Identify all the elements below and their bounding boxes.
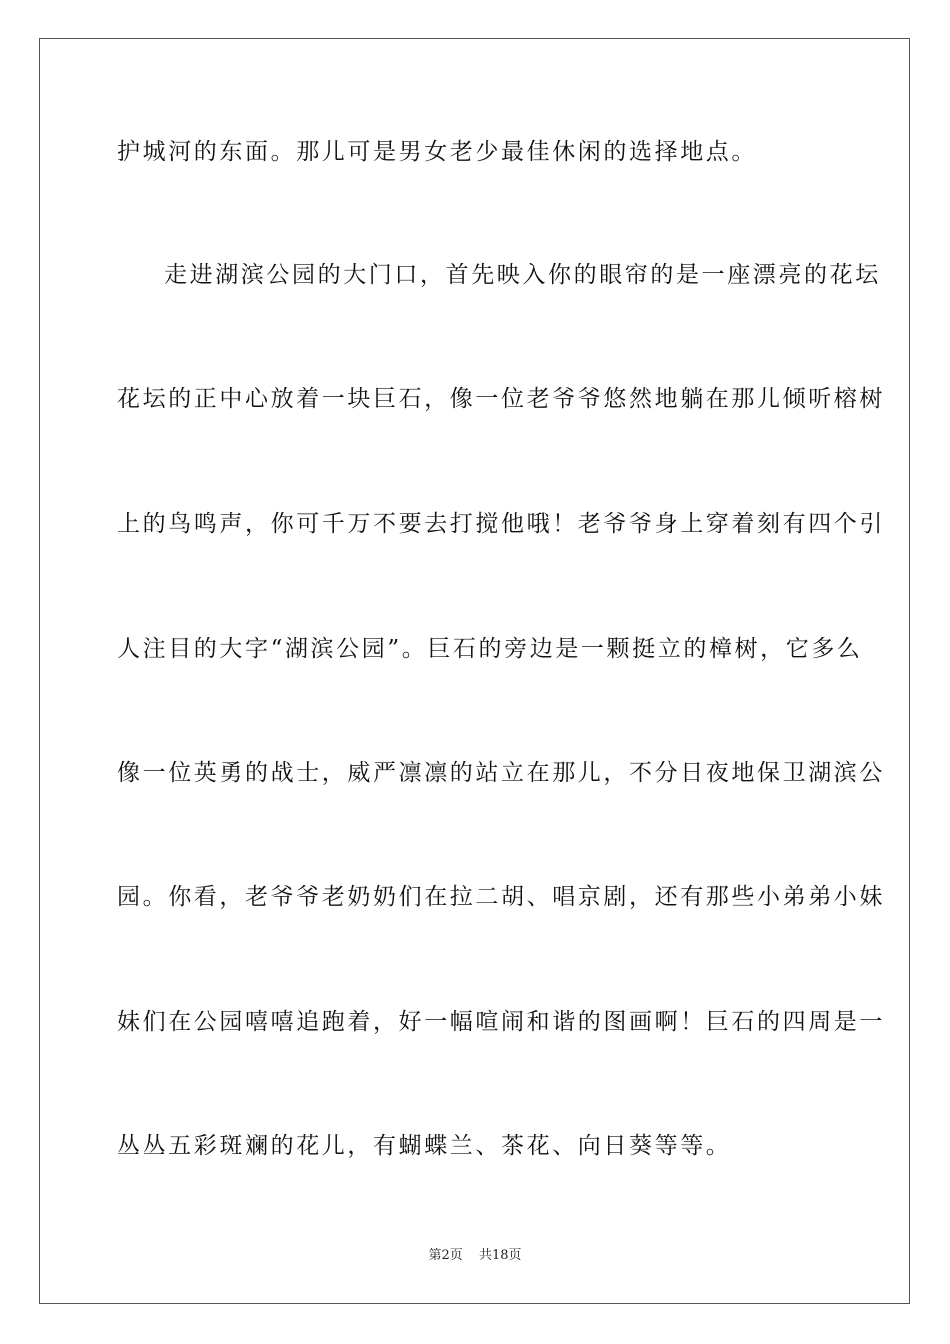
page-footer	[0, 1247, 950, 1265]
paragraph-line: 花坛的正中心放着一块巨石，像一位老爷爷悠然地躺在那儿倾听榕树	[117, 386, 885, 412]
paragraph-line: 丛丛五彩斑斓的花儿，有蝴蝶兰、茶花、向日葵等等。	[117, 1133, 732, 1159]
paragraph-line: 园。你看，老爷爷老奶奶们在拉二胡、唱京剧，还有那些小弟弟小妹	[117, 884, 885, 910]
page-border	[39, 38, 910, 1304]
paragraph-line: 上的鸟鸣声，你可千万不要去打搅他哦！老爷爷身上穿着刻有四个引	[117, 511, 885, 537]
paragraph-line: 人注目的大字“湖滨公园”。巨石的旁边是一颗挺立的樟树，它多么	[117, 636, 863, 662]
page-number: 第2页	[428, 1248, 463, 1263]
paragraph-line: 像一位英勇的战士，威严凛凛的站立在那儿，不分日夜地保卫湖滨公	[117, 760, 885, 786]
page-total: 共18页	[478, 1248, 522, 1263]
paragraph-line: 妹们在公园嘻嘻追跑着，好一幅喧闹和谐的图画啊！巨石的四周是一	[117, 1009, 885, 1035]
paragraph-line: 护城河的东面。那儿可是男女老少最佳休闲的选择地点。	[117, 139, 757, 165]
paragraph-line: 走进湖滨公园的大门口，首先映入你的眼帘的是一座漂亮的花坛	[164, 262, 881, 288]
